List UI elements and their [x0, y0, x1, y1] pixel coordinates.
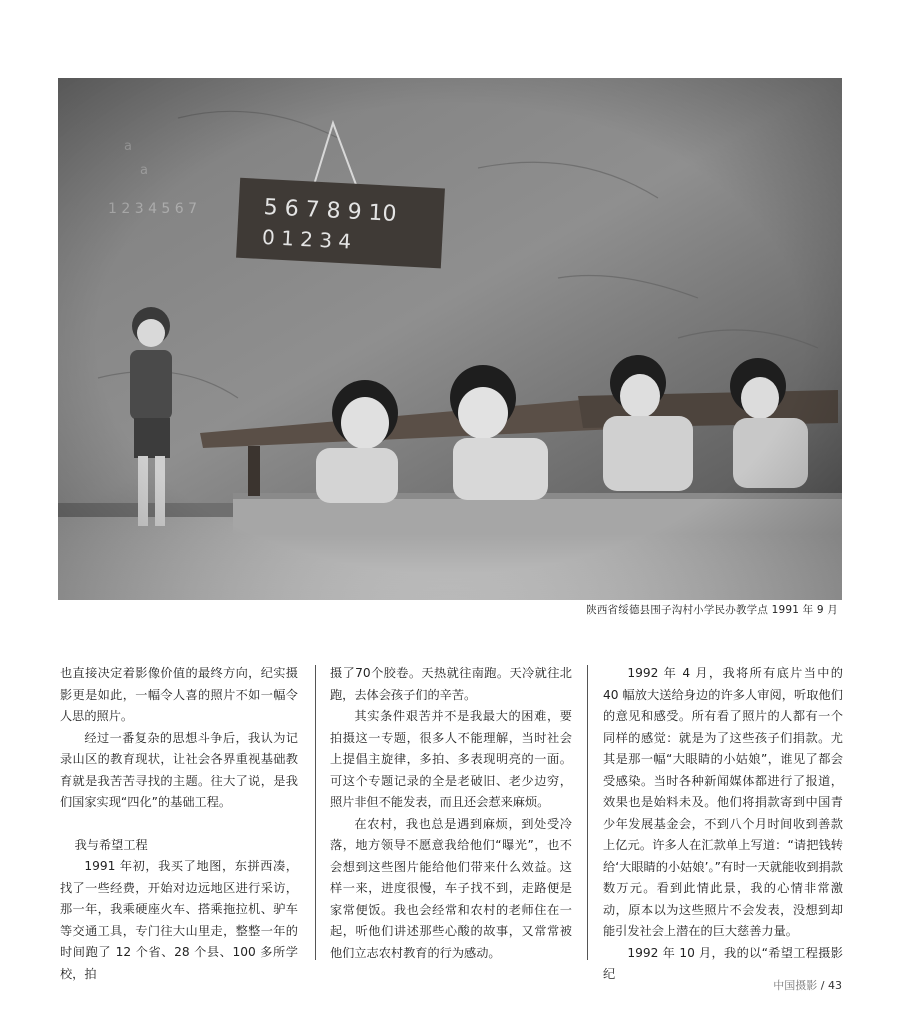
- page-number: 43: [828, 979, 842, 992]
- magazine-name: 中国摄影: [773, 979, 818, 992]
- paragraph: 1992 年 4 月，我将所有底片当中的 40 幅放大送给身边的许多人审阅，听取他们的意见和感受。所有看了照片的人都有一个同样的感觉：就是为了这些孩子们捐款。尤其是那一幅“大眼睛的小姑娘”，谁见了都会受感染。当时各种新闻媒体都进行了报道，效果也是始料未及。他们将捐款寄到中国青少年发展基金会，不到八个月时间收到善款上亿元。许多人在汇款单上写道：“请把钱转给‘大眼睛的小姑娘’。”有时一天就能收到捐款数万元。看到此情此景，我的心情非常激动，原本以为这些照片不会发表，没想到却能引发社会上潜在的巨大慈善力量。: [603, 666, 843, 938]
- text-column-2: [330, 663, 572, 964]
- photo-caption: 陕西省绥德县围子沟村小学民办教学点 1991 年 9 月: [586, 604, 838, 616]
- text-column-1: [60, 663, 298, 985]
- section-heading: 我与希望工程: [74, 837, 148, 852]
- column-divider: [587, 665, 588, 960]
- paragraph: 1992 年 10 月，我的以“希望工程摄影纪: [603, 945, 843, 981]
- text-column-3: [603, 663, 843, 986]
- paragraph: 1991 年初，我买了地图，东拼西凑，找了一些经费，开始对边远地区进行采访，那一年，我乘硬座火车、搭乘拖拉机、驴车等交通工具，专门往大山里走，整整一年的时间跑了 12 个省、28 个县、100 多所学校，拍: [60, 859, 298, 981]
- classroom-photo: [58, 78, 842, 600]
- paragraph: 在农村，我也总是遇到麻烦，到处受冷落，地方领导不愿意我给他们“曝光”，也不会想到这些图片能给他们带来什么效益。这样一来，进度很慢，车子找不到，走路便是家常便饭。我也会经常和农村的老师住在一起，听他们讲述那些心酸的故事，又常常被他们立志农村教育的行为感动。: [330, 816, 572, 960]
- paragraph: 也直接决定着影像价值的最终方向，纪实摄影更是如此，一幅令人喜的照片不如一幅令人思的照片。: [60, 666, 298, 723]
- paragraph: 摄了70个胶卷。天热就往南跑。天冷就往北跑，去体会孩子们的辛苦。: [330, 666, 572, 702]
- column-divider: [315, 665, 316, 960]
- paragraph: 经过一番复杂的思想斗争后，我认为记录山区的教育现状，让社会各界重视基础教育就是我苦苦寻找的主题。往大了说，是我们国家实现“四化”的基础工程。: [60, 730, 298, 809]
- page-folio: 中国摄影 / 43: [773, 979, 842, 992]
- paragraph: 其实条件艰苦并不是我最大的困难，要拍摄这一专题，很多人不能理解，当时社会上提倡主旋律，多拍、多表现明亮的一面。可这个专题记录的全是老破旧、老少边穷，照片非但不能发表，而且还会惹来麻烦。: [330, 709, 572, 809]
